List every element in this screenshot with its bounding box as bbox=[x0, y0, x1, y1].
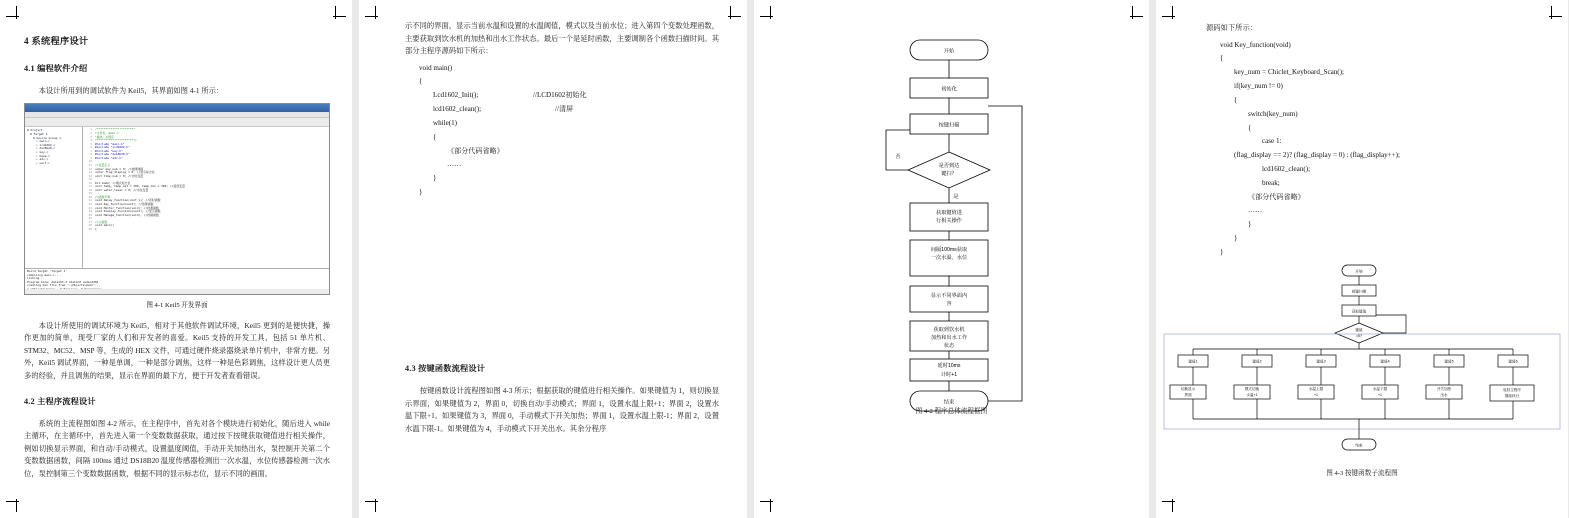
ide-tree-item[interactable]: ⊟ Target 1 bbox=[30, 132, 48, 137]
paragraph-keil-detail: 本设计所使用的调试环境为 Keil5，相对于其他软件调试环境，Keil5 更到的是便快捷，操作更加的简单，现受厂家的人们和开发者的喜爱。Keil5 支持的开发工具，包括 51 单片机、STM32、MC52、MSP 等，生成的 HEX 文件，可通过硬件烧录器烧录单片机中，非常方便。另外，Keil5 调试界面，一种是单调，一种是部分调焦，这样一种是色彩调焦，这样设计更人员更多的经验，并且调焦的结果，显示在界面的最下方，便于开发者查看错误。 bbox=[24, 320, 330, 380]
crop-mark bbox=[335, 6, 336, 19]
code-line: …… bbox=[447, 160, 462, 169]
k-node-key2: 键值2 bbox=[1252, 359, 1262, 364]
k-node-op6-2: 继续执行 bbox=[1504, 394, 1520, 398]
ide-tree-item[interactable]: • lcd1602.c bbox=[36, 142, 56, 147]
key-flowchart bbox=[1156, 259, 1568, 469]
code-line: { bbox=[433, 132, 437, 141]
code-line: { bbox=[1248, 123, 1252, 132]
crop-mark bbox=[6, 16, 19, 17]
code-line: } bbox=[1220, 247, 1224, 256]
ide-code-line: 23 void Moitor_function(void); //检测函数 bbox=[88, 205, 159, 210]
k-node-start: 开始 bbox=[1355, 269, 1363, 274]
code-line: void main() bbox=[419, 63, 453, 72]
flow-label-yes: 是 bbox=[953, 194, 959, 200]
k-node-op1-2: 界面 bbox=[1184, 393, 1192, 397]
flow-node-delay-2: 计时+1 bbox=[940, 372, 958, 378]
flow-node-decision-2: 键扫？ bbox=[941, 171, 957, 177]
k-node-op3-1: 水温上限 bbox=[1308, 387, 1324, 391]
ide-code-line: 29 { bbox=[88, 226, 97, 231]
ide-code-line: 8 #include "ds18b20.h" bbox=[90, 152, 130, 157]
flow-node-display-1: 显示不同界面内 bbox=[930, 293, 968, 299]
ide-code-line: 10 bbox=[88, 159, 92, 164]
k-node-op4-1: 水温下限 bbox=[1372, 387, 1388, 391]
code-block-main bbox=[405, 62, 719, 200]
code-line: void Key_function(void) bbox=[1220, 40, 1291, 49]
paragraph-source-intro: 源码如下所示： bbox=[1206, 23, 1258, 32]
page-4 bbox=[1156, 0, 1568, 518]
ide-tree-item[interactable]: • main.c bbox=[36, 139, 50, 144]
ide-code-line: 1 /********************** bbox=[90, 127, 136, 132]
section-heading-4: 4 系统程序设计 bbox=[24, 36, 89, 46]
flow-node-status-3: 状态 bbox=[943, 343, 955, 349]
keil-ide-screenshot bbox=[24, 103, 330, 295]
ide-code-line: 26 bbox=[88, 216, 92, 221]
k-node-decision-2: =0? bbox=[1355, 334, 1363, 338]
ide-code-line: 5 #include "main.h" bbox=[90, 141, 125, 146]
ide-output-line: compiling main.c... bbox=[27, 272, 61, 277]
ide-code-line: 25 void Manage_function(void); //控制函数 bbox=[88, 212, 159, 217]
k-node-key3: 键值3 bbox=[1316, 359, 1326, 364]
main-flowchart bbox=[754, 18, 1149, 418]
ide-project-tree bbox=[25, 127, 83, 268]
flow-node-keyop-2: 行相关操作 bbox=[936, 218, 962, 224]
ide-code-line: 18 uint water_level = 0; //水位变量 bbox=[88, 187, 149, 192]
k-node-op3-2: +1 bbox=[1313, 393, 1319, 397]
k-node-key6: 键值6 bbox=[1508, 359, 1518, 364]
code-line: case 1: bbox=[1262, 137, 1282, 146]
k-node-op4-2: +1 bbox=[1377, 393, 1383, 397]
ide-tree-item[interactable]: • beep.c bbox=[36, 153, 50, 158]
k-node-key4: 键值4 bbox=[1380, 359, 1390, 364]
code-line: } bbox=[1234, 234, 1238, 243]
code-line: (flag_display == 2)? (flag_display = 0) : (flag_display++); bbox=[1234, 151, 1400, 160]
crop-mark bbox=[760, 501, 773, 502]
ide-code-line: 12 uchar key_num = 0; //按键键值 bbox=[88, 166, 144, 171]
code-line: if(key_num != 0) bbox=[1234, 82, 1283, 91]
k-node-op5-1: 开关加热 bbox=[1436, 387, 1452, 391]
ide-output-line: Program Size: data=63.2 xdata=0 code=4382 bbox=[27, 279, 99, 284]
ide-main-area bbox=[25, 127, 329, 268]
k-node-op2-1: 模式切换 bbox=[1244, 387, 1260, 391]
paragraph-main-flow: 系统的主流程图如图 4-2 所示，在主程序中，首先对各个模块进行初始化，随后进入 while 主循环，在主循环中，首先进入第一个变数数据获取，通过按下按键获取键值进行相关操作，例如切换显示界面，和自动/手动模式，设置温度阈值，手动开关加热出水，泵控制开关第二个变数数据函数，间隔 100ms 通过 DS18B20 温度传感器检测出一次水温，水位传感器检测一次水位，泵控制第三个变数数据函数，根据不同的显示标志位，显示不同的画面。 bbox=[24, 418, 330, 478]
ide-tree-item[interactable]: • uart.c bbox=[36, 160, 50, 165]
ide-toolbar bbox=[25, 118, 329, 127]
ide-code-line: 21 void Delay_function(uint x); //延时函数 bbox=[88, 198, 161, 203]
page-2 bbox=[359, 0, 747, 518]
crop-mark bbox=[1172, 6, 1173, 19]
ide-code-line: 16 bit mode; //模式标志位 bbox=[88, 180, 131, 185]
crop-mark bbox=[375, 499, 376, 512]
flow-node-sense-2: 一次水温、水位 bbox=[930, 255, 968, 261]
ide-tree-item[interactable]: ⊟ Project bbox=[27, 128, 43, 133]
code-line: switch(key_num) bbox=[1248, 109, 1298, 118]
figure-caption-4-1: 图 4-1 Keil5 开发界面 bbox=[146, 302, 208, 310]
ide-code-line: 20 //函数声明 bbox=[88, 194, 111, 199]
k-node-decision-1: 键值 bbox=[1355, 328, 1363, 332]
section-heading-4-2: 4.2 主程序流程设计 bbox=[24, 396, 96, 406]
k-node-end: 结束 bbox=[1355, 443, 1363, 448]
ide-output-line: linking... bbox=[27, 276, 45, 281]
code-line: } bbox=[419, 188, 423, 197]
ide-code-line: 2 *文件名：main.c bbox=[90, 131, 119, 136]
k-node-key5: 键值5 bbox=[1444, 359, 1454, 364]
ide-code-line: 7 #include "key.h" bbox=[90, 148, 123, 153]
code-line: { bbox=[419, 77, 423, 86]
code-line: …… bbox=[1248, 206, 1263, 215]
code-line: Lcd1602_Init(); //LCD1602初始化 bbox=[433, 91, 587, 100]
flow-node-display-2: 容 bbox=[946, 301, 952, 307]
ide-code-line: 28 void main() bbox=[88, 223, 115, 228]
k-node-op1-1: 切换显示 bbox=[1180, 387, 1196, 391]
k-node-scan: 按键扫描 bbox=[1351, 289, 1367, 294]
flow-node-decision-1: 是否到达 bbox=[938, 163, 960, 169]
figure-caption-4-2: 图 4-2 程序总体流程框图 bbox=[915, 408, 988, 415]
code-line: while(1) bbox=[433, 118, 458, 127]
crop-mark bbox=[365, 501, 378, 502]
k-node-op5-2: 出水 bbox=[1440, 393, 1448, 397]
page-3 bbox=[754, 0, 1149, 518]
ide-code-line: 27 //主函数 bbox=[88, 219, 108, 224]
k-node-key1: 键值1 bbox=[1188, 359, 1198, 364]
ide-code-line: 19 bbox=[88, 191, 92, 196]
code-line: lcd1602_clean(); //清屏 bbox=[433, 105, 574, 114]
flow-node-end: 结束 bbox=[943, 399, 955, 406]
crop-mark bbox=[770, 499, 771, 512]
ide-code-line: 4 ***********************/ bbox=[90, 138, 137, 143]
ide-output-line: creating hex file from ".\Objects\main"... bbox=[27, 283, 101, 288]
flow-node-status-2: 加热和出水工作 bbox=[930, 335, 968, 341]
ide-code-line: 9 #include "adc.h" bbox=[90, 155, 123, 160]
crop-mark bbox=[16, 499, 17, 512]
key-flowchart-svg bbox=[1156, 259, 1568, 469]
crop-mark bbox=[16, 6, 17, 19]
ide-code-line: 6 #include "lcd1602.h" bbox=[90, 145, 130, 150]
ide-code-line: 17 uint temp, temp_set = 300, temp_min = 280; //温度变量 bbox=[88, 184, 185, 189]
crop-mark bbox=[1162, 16, 1175, 17]
paragraph-software-intro: 本设计所用到的调试软件为 Keil5，其界面如图 4-1 所示： bbox=[38, 85, 224, 95]
code-line: { bbox=[1234, 95, 1238, 104]
flow-node-keyop-1: 获取键值进 bbox=[936, 210, 962, 216]
code-line: 《部分代码省略》 bbox=[447, 146, 504, 155]
paragraph-key-function: 按键函数设计流程图如图 4-3 所示；根据获取的键值进行相关操作。如果键值为 1，则切换显示界面，如果键值为 2，界面 0，切换自动/手动模式；界面 1，设置水温上限+1；界面 2，设置水温下限+1。如果键值为 3，界面 0，手动模式下开关加热；界面 1，设置水温上限-1；界面 2，设置水温下限-1。如果键值为 4，手动模式下开关出水。其余分程序 bbox=[405, 386, 719, 433]
crop-mark bbox=[730, 6, 731, 19]
flow-node-delay-1: 延时10ms bbox=[937, 363, 961, 369]
crop-mark bbox=[375, 6, 376, 19]
crop-mark bbox=[1162, 501, 1175, 502]
ide-tree-item[interactable]: ⊟ Source Group 1 bbox=[33, 135, 61, 140]
section-heading-4-1: 4.1 编程软件介绍 bbox=[24, 63, 88, 73]
ide-status-bar bbox=[25, 289, 329, 294]
paragraph-ui-description: 示不同的界面，显示当前水温和设置的水温阈值，模式以及当前水位；进入第四个变数处理函数，主要获取到饮水机的加热和出水工作状态。最后一个是延时函数，主要调制各个函数扫描时间。其部分主程序源码如下所示： bbox=[405, 21, 719, 56]
ide-tree-item[interactable]: • key.c bbox=[36, 150, 49, 155]
flow-node-sense-1: 间隔100ms获取 bbox=[930, 247, 968, 253]
main-flowchart-svg bbox=[754, 18, 1149, 418]
code-line: } bbox=[1248, 220, 1252, 229]
ide-code-line: 24 void Display_function(void); //显示函数 bbox=[88, 209, 161, 214]
ide-output-line: Build target 'Target 1' bbox=[27, 269, 68, 274]
ide-title-bar bbox=[25, 104, 329, 112]
code-line: } bbox=[433, 174, 437, 183]
flow-node-keyscan: 按键扫描 bbox=[938, 122, 960, 129]
ide-code-line: 11 //变量定义 bbox=[88, 162, 111, 167]
k-node-getval: 获取键值 bbox=[1351, 309, 1367, 314]
section-heading-4-3: 4.3 按键函数流程设计 bbox=[405, 363, 486, 373]
flow-node-init: 初始化 bbox=[941, 86, 957, 93]
code-line: lcd1602_clean(); bbox=[1262, 165, 1311, 173]
ide-code-line: 22 void Key_function(void); //按键函数 bbox=[88, 201, 154, 206]
code-line: 《部分代码省略》 bbox=[1248, 192, 1305, 201]
ide-code-editor bbox=[83, 127, 329, 268]
ide-code-line: 14 uint time_num = 0; //计时变量 bbox=[88, 173, 144, 178]
flow-node-start: 开始 bbox=[943, 48, 955, 55]
ide-code-line: 15 bbox=[88, 177, 92, 182]
code-line: { bbox=[1220, 54, 1224, 63]
ide-tree-item[interactable]: • adc.c bbox=[36, 157, 49, 162]
code-block-key-function bbox=[1206, 39, 1542, 260]
code-line: key_num = Chiclet_Keyboard_Scan(); bbox=[1234, 68, 1344, 77]
figure-caption-4-3: 图 4-3 按键函数子流程图 bbox=[1326, 470, 1398, 477]
flow-node-status-1: 获取到饮水机 bbox=[933, 327, 965, 333]
ide-tree-item[interactable]: • ds18b20.c bbox=[36, 146, 56, 151]
ide-code-line: 13 uchar flag_display = 0; //显示标志位 bbox=[88, 170, 155, 175]
code-line: break; bbox=[1262, 178, 1280, 187]
crop-mark bbox=[365, 16, 378, 17]
crop-mark bbox=[1172, 499, 1173, 512]
crop-mark bbox=[6, 501, 19, 502]
ide-code-line: 3 *描述：主程序 bbox=[90, 134, 115, 139]
page-1 bbox=[0, 0, 352, 518]
crop-mark bbox=[760, 16, 773, 17]
crop-mark bbox=[1551, 6, 1552, 19]
flow-label-no: 否 bbox=[895, 154, 901, 160]
k-node-op6-1: 返回主程序 bbox=[1503, 388, 1521, 392]
k-node-op2-2: 水温+1 bbox=[1246, 393, 1258, 397]
